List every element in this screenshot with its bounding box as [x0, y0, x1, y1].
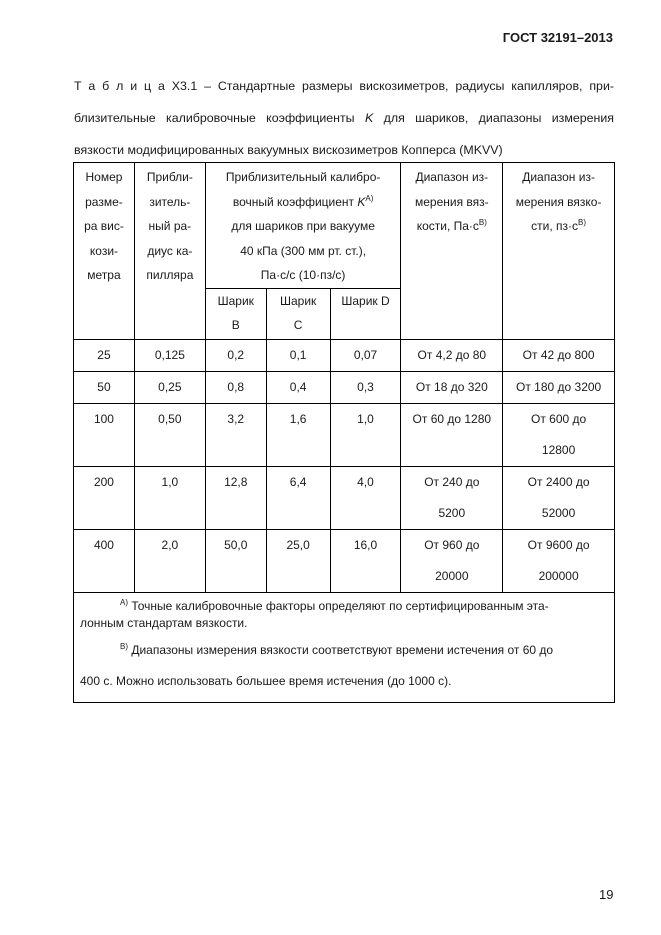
header-text: для шариков при вакууме [231, 219, 375, 233]
note-b [80, 637, 598, 664]
document-header: ГОСТ 32191–2013 [502, 30, 613, 45]
table-row [74, 529, 615, 592]
cell-ball-d: 16,0 [330, 529, 401, 592]
cell-radius: 2,0 [134, 529, 205, 592]
header-text: Шарик [217, 293, 254, 308]
cell-size: 200 [74, 466, 135, 529]
cell-ball-b: 12,8 [205, 466, 266, 529]
cell-range-pa [401, 466, 503, 529]
col-header-ball-c [266, 288, 330, 339]
header-text: кози- [89, 243, 119, 258]
header-text: мерения вяз- [414, 194, 489, 209]
cell-ball-d: 0,3 [330, 371, 401, 403]
col-header-coefficient [205, 163, 401, 289]
header-text: Шарик [279, 293, 317, 308]
cell-size: 400 [74, 529, 135, 592]
header-text: C [293, 318, 303, 332]
header-text: мерения вязко- [515, 194, 602, 209]
cell-ball-c: 25,0 [266, 529, 330, 592]
col-header-ball-d [330, 288, 401, 339]
table-row [74, 403, 615, 466]
col-header-ball-b [205, 288, 266, 339]
caption-line-2 [74, 102, 614, 134]
cell-ball-c: 0,4 [266, 371, 330, 403]
cell-range-pz [503, 529, 615, 592]
cell-text: 20000 [435, 568, 469, 583]
cell-ball-b: 0,8 [205, 371, 266, 403]
cell-ball-d: 4,0 [330, 466, 401, 529]
header-text: метра [87, 268, 121, 282]
cell-text: От 42 до 800 [522, 347, 595, 362]
col-header-range-pa [401, 163, 503, 340]
header-text: ный ра- [148, 219, 192, 233]
header-text: разме- [85, 194, 123, 209]
header-text [505, 214, 612, 239]
header-text: сти, пз·с [531, 219, 579, 233]
cell-radius: 0,25 [134, 371, 205, 403]
cell-text: От 960 до [424, 537, 480, 552]
footnote-mark: B) [120, 642, 128, 651]
cell-text: От 4,2 до 80 [417, 347, 487, 362]
header-text: Приблизительный калибро- [225, 170, 381, 184]
caption-text: близительные калибровочные коэффициенты [74, 111, 365, 125]
header-text: вочный коэффициент [232, 194, 358, 209]
coefficient-symbol: K [357, 194, 366, 209]
table-notes [74, 592, 615, 703]
header-text: Прибли- [146, 170, 193, 184]
header-text: Шарик D [341, 293, 390, 308]
cell-text: 52000 [541, 505, 576, 520]
cell-text: 5200 [438, 505, 466, 520]
header-text: кости, Па·с [416, 219, 479, 233]
cell-ball-b: 50,0 [205, 529, 266, 592]
footnote-mark: B) [578, 218, 587, 227]
note-text: 400 с. Можно использовать большее время истечения (до 1000 с). [80, 673, 452, 688]
footnote-mark: A) [120, 597, 128, 607]
table-row [74, 371, 615, 403]
cell-ball-d: 1,0 [330, 403, 401, 466]
header-text [403, 214, 500, 239]
cell-text: От 2400 до [527, 474, 590, 489]
caption-text: для шариков, диапазоны измерения [373, 111, 614, 125]
header-text: Па·с/с (10·пз/с) [260, 268, 346, 282]
cell-ball-c: 1,6 [266, 403, 330, 466]
cell-range-pz [503, 371, 615, 403]
col-header-radius [134, 163, 205, 340]
header-text: 40 кПа (300 мм рт. ст.), [240, 243, 367, 258]
note-text: Точные калибровочные факторы определяют по сертифицированным эта- [131, 598, 549, 613]
cell-ball-c: 6,4 [266, 466, 330, 529]
caption-line-1: Т а б л и ц а Х3.1 – Стандартные размеры вискозиметров, радиусы капилляров, при- [74, 79, 614, 93]
cell-range-pa [401, 529, 503, 592]
cell-text: От 240 до [424, 474, 480, 489]
cell-range-pz [503, 466, 615, 529]
coefficient-symbol: K [364, 111, 374, 125]
table-row [74, 339, 615, 371]
cell-size: 50 [74, 371, 135, 403]
cell-text: От 9600 до [527, 537, 590, 552]
cell-ball-c: 0,1 [266, 339, 330, 371]
table-caption [74, 70, 614, 166]
header-text [208, 190, 399, 215]
table-header-row [74, 163, 615, 289]
cell-range-pa [401, 339, 503, 371]
cell-range-pz [503, 339, 615, 371]
cell-text: От 600 до [531, 411, 587, 426]
cell-ball-b: 3,2 [205, 403, 266, 466]
table-row [74, 466, 615, 529]
col-header-size [74, 163, 135, 340]
page-number: 19 [599, 887, 614, 902]
cell-size: 25 [74, 339, 135, 371]
cell-radius: 0,125 [134, 339, 205, 371]
note-text: лонным стандартам вязкости. [80, 616, 248, 630]
cell-range-pz [503, 403, 615, 466]
cell-ball-b: 0,2 [205, 339, 266, 371]
cell-text: От 60 до 1280 [412, 411, 492, 426]
cell-radius: 0,50 [134, 403, 205, 466]
cell-ball-d: 0,07 [330, 339, 401, 371]
header-text: Диапазон из- [415, 170, 489, 184]
cell-size: 100 [74, 403, 135, 466]
viscometer-table [73, 162, 615, 703]
header-text: Диапазон из- [522, 170, 595, 184]
col-header-range-pz [503, 163, 615, 340]
cell-text: От 18 до 320 [415, 379, 488, 394]
note-text: Диапазоны измерения вязкости соответствуют времени истечения от 60 до [131, 643, 554, 657]
cell-text: От 180 до 3200 [515, 379, 602, 394]
header-text: B [231, 318, 240, 332]
header-text: пилляра [146, 268, 194, 282]
cell-text: 200000 [538, 568, 579, 583]
cell-text: 12800 [541, 442, 576, 457]
cell-range-pa [401, 403, 503, 466]
header-text: зитель- [149, 194, 191, 209]
header-text: диус ка- [147, 243, 193, 258]
header-text: ра вис- [84, 219, 124, 233]
footnote-mark: B) [478, 218, 487, 227]
header-text: Номер [85, 170, 123, 184]
cell-range-pa [401, 371, 503, 403]
caption-line-3: вязкости модифицированных вакуумных вискозиметров Копперса (MKVV) [74, 143, 503, 157]
table-notes-row [74, 592, 615, 703]
footnote-mark: A) [365, 193, 374, 203]
cell-radius: 1,0 [134, 466, 205, 529]
